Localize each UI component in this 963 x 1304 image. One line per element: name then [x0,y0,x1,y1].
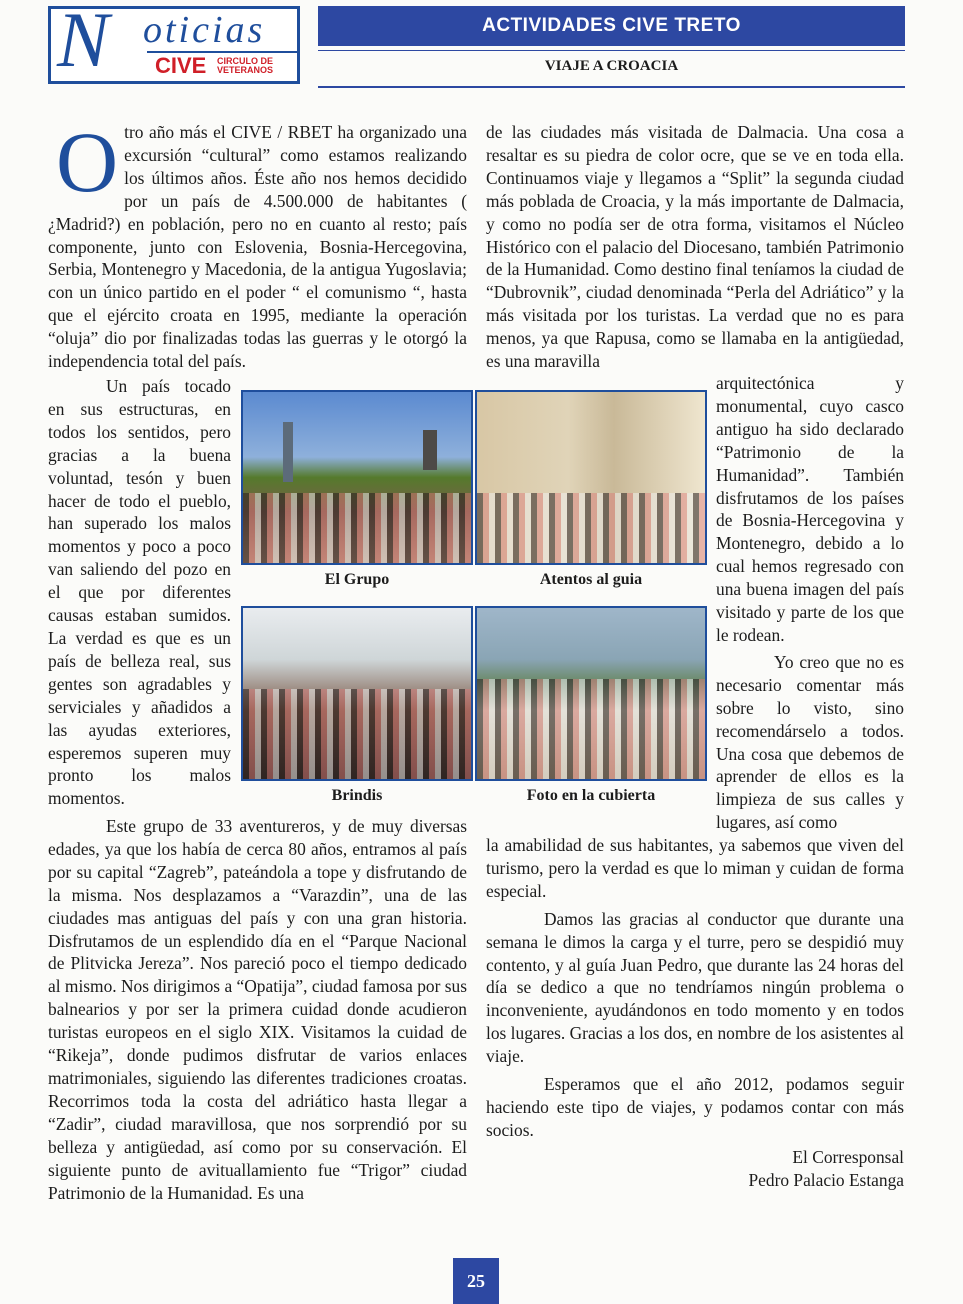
drop-cap: O [56,114,119,210]
signature-role: El Corresponsal [792,1147,904,1167]
photo-el-grupo [241,390,473,565]
paragraph-3-block [48,815,467,1204]
crowd-shape [477,679,705,779]
paragraph-9: Esperamos que el año 2012, podamos seguir haciendo este tipo de viajes, y podamos contar con más socios. [486,1074,904,1140]
article-intro [48,114,467,373]
logo-cive: CIVE [155,53,207,78]
photo-brindis [241,606,473,781]
signature [600,1146,904,1192]
signature-name: Pedro Palacio Estanga [748,1170,904,1190]
paragraph-8: Damos las gracias al conductor que durante una semana le dimos la carga y el turre, pero se despidió muy contento, y al guía Juan Pedro, que durante las 24 horas del día se dedico a que no tendríamos ningún problema o inconveniente, ayudándonos en todo momento y en todos los lugares. Gracias a los dos, en nombre de los asistentes al viaje. [486,908,904,1067]
paragraph-1: tro año más el CIVE / RBET ha organizado una excursión “cultural” como estamos realizando los últimos años. Éste año nos hemos decidido por un país de 4.500.000 de habitantes ( ¿Madrid?) en población, pero no en cuanto al resto; país componente, junto con Eslovenia, Bosnia-Hercegovina, Serbia, Montenegro y Macedonia, de la antigua Yugoslavia; con un único partido en el poder “ el comunismo “, hasta que el ejército croata en 1995, mediante la operación “oluja” dio por finalizadas todas las guerras y le otorgó la independencia total del país. [48,122,467,372]
caption-brindis: Brindis [331,787,383,804]
page-number: 25 [453,1258,499,1304]
paragraph-7: la amabilidad de sus habitantes, ya sabemos que viven del turismo, pero la verdad es que lo miman y cuidan de forma especial. [486,835,904,901]
logo-subtitle [217,57,273,76]
banner-rule [318,50,905,51]
logo-word: oticias [143,9,266,51]
logo-initial: N [57,0,110,83]
logo-subtitle-line1: CIRCULO DE [217,56,273,66]
photo-foto-en-la-cubierta [475,606,707,781]
crowd-shape [243,493,471,563]
crowd-shape [243,689,471,779]
paragraph-2: Un país tocado en sus estructuras, en todos los sentidos, pero gracias a la buena voluntad, tesón y buen hacer de todo el pueblo, han superado los malos momentos y poco a poco van saliendo del pozo en el que por diferentes causas estaban sumidos. La verdad es que es un país de belleza real, sus gentes son agradables y serviciales y añadidos a las ayudas exteriores, esperemos superen muy pronto los malos momentos. [48,376,231,809]
clock-tower-shape [423,430,437,470]
logo-subtitle-line2: VETERANOS [217,65,274,76]
article-title: VIAJE A CROACIA [544,58,679,74]
paragraph-6: Yo creo que no es necesario comentar más sobre lo visto, sino recomendárselo a todos. Una cosa que debemos de aprender de ellos es la limpieza de sus calles y lugares, así como [716,651,904,833]
title-rule [318,86,905,88]
tower-shape [283,422,293,482]
paragraph-4: de las ciudades más visitada de Dalmacia. Una cosa a resaltar es su piedra de color ocre, que se ve en toda ella. Continuamos viaje y llegamos a “Split” la segunda ciudad más poblada de Croacia, y la más importante de Dalmacia, y como no podía ser de otra forma, visitamos el Núcleo Histórico con el palacio del Diocesano, también Patrimonio de la Humanidad. Como destino final teníamos la ciudad de “Dubrovnik”, ciudad denominada “Perla del Adriático” y la más visitada por los turistas. La verdad que no es para menos, ya que Rapusa, como se llamaba en la antigüedad, es una maravilla [486,122,904,372]
closing-block [486,834,904,1142]
side-column [716,372,904,834]
caption-atentos-al-guia: Atentos al guia [539,571,643,588]
crowd-shape [477,493,705,563]
caption-foto-en-la-cubierta: Foto en la cubierta [526,787,656,804]
photo-atentos-al-guia [475,390,707,565]
section-banner: ACTIVIDADES CIVE TRETO [318,6,905,46]
paragraph-5: arquitectónica y monumental, cuyo casco antiguo ha sido declarado “Patrimonio de la Humanidad”. También disfrutamos de los países de Bosnia-Hercegovina y Montenegro, debido a lo cual hemos regresado con una buena imagen del país visitado y parte de los que le rodean. [716,373,904,645]
caption-el-grupo: El Grupo [324,571,390,588]
paragraph-3: Este grupo de 33 aventureros, y de muy diversas edades, ya que los había de cerca 80 años, entramos al país por su capital “Zagreb”, pateándola a tope y disfrutando de la misma. Nos desplazamos a “Varazdin”, una de las ciudades mas antiguas del país y con una gran historia. Disfrutamos de un esplendido día en el “Parque Nacional de Plitvicka Jereza”. Nos pareció poco el tiempo dedicado al mismo. Nos dirigimos a “Opatija”, ciudad famosa por sus balnearios y por ser la primera cuidad donde acudieron turistas europeos en el siglo XIX. Visitamos la cuidad de “Rikeja”, donde pudimos disfrutar de varios enlaces matrimoniales, siguiendo las diferentes tradiciones croatas. Recorrimos toda la costa del adriático hasta llegar a “Zadir”, ciudad maravillosa, que nos sorprendió por su belleza y antigüedad, así como por su conservación. El siguiente punto de avituallamiento fue “Trigor” ciudad Patrimonio de la Humanidad. Es una [48,816,467,1203]
newsletter-logo [48,0,300,84]
